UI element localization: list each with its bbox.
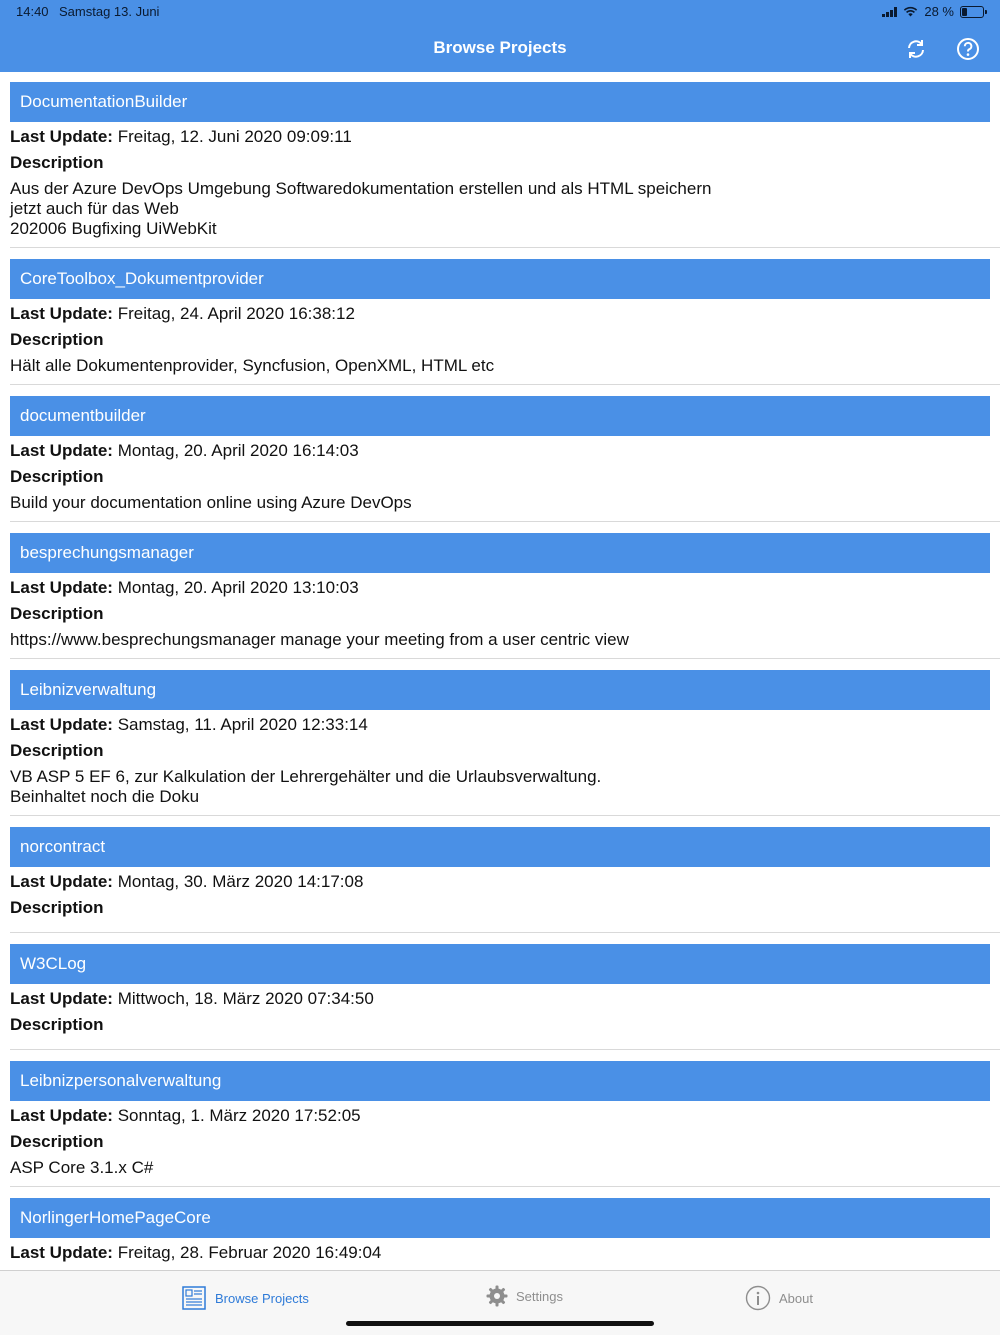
tab-about-label: About (779, 1290, 813, 1306)
navigation-bar (0, 24, 1000, 72)
status-right (882, 4, 984, 19)
project-title[interactable]: Leibnizverwaltung (10, 670, 990, 710)
project-title[interactable]: documentbuilder (10, 396, 990, 436)
last-update-label: Last Update: (10, 1106, 113, 1125)
last-update-value: Freitag, 28. Februar 2020 16:49:04 (117, 1243, 382, 1262)
page-title: Browse Projects (433, 38, 567, 57)
last-update-row (10, 304, 355, 324)
project-title[interactable]: Leibnizpersonalverwaltung (10, 1061, 990, 1101)
description-label: Description (10, 741, 104, 760)
separator (10, 1049, 1000, 1050)
description-text: Hält alle Dokumentenprovider, Syncfusion, OpenXML, HTML etc (10, 356, 495, 375)
last-update-value: Montag, 20. April 2020 13:10:03 (117, 578, 359, 597)
last-update-row (10, 872, 363, 892)
description-text: VB ASP 5 EF 6, zur Kalkulation der Lehrergehälter und die Urlaubsverwaltung. (10, 767, 602, 786)
status-bar (0, 0, 1000, 24)
battery-icon (960, 6, 984, 18)
last-update-value: Samstag, 11. April 2020 12:33:14 (117, 715, 368, 734)
battery-percent: 28 % (924, 4, 954, 19)
tab-about[interactable] (745, 1285, 813, 1311)
last-update-row (10, 127, 352, 147)
last-update-value: Freitag, 24. April 2020 16:38:12 (117, 304, 355, 323)
last-update-value: Mittwoch, 18. März 2020 07:34:50 (117, 989, 374, 1008)
project-title[interactable]: besprechungsmanager (10, 533, 990, 573)
description-label: Description (10, 604, 104, 623)
browse-projects-icon (181, 1285, 207, 1311)
last-update-label: Last Update: (10, 578, 113, 597)
separator (10, 932, 1000, 933)
last-update-label: Last Update: (10, 1243, 113, 1262)
description-label: Description (10, 467, 104, 486)
separator (10, 658, 1000, 659)
tab-browse-projects[interactable] (181, 1285, 309, 1311)
status-time: 14:40 (16, 4, 49, 19)
project-card[interactable] (0, 934, 1000, 1051)
project-card[interactable] (0, 1051, 1000, 1188)
separator (10, 1186, 1000, 1187)
tab-settings[interactable] (486, 1285, 563, 1307)
separator (10, 247, 1000, 248)
description-text: Aus der Azure DevOps Umgebung Softwaredokumentation erstellen und als HTML speichern (10, 179, 712, 198)
project-title[interactable]: W3CLog (10, 944, 990, 984)
cellular-signal-icon (882, 7, 897, 17)
last-update-label: Last Update: (10, 872, 113, 891)
description-label: Description (10, 1015, 104, 1034)
project-card[interactable] (0, 72, 1000, 249)
last-update-row (10, 715, 368, 735)
tab-browse-projects-label: Browse Projects (215, 1290, 309, 1306)
description-text: Build your documentation online using Azure DevOps (10, 493, 412, 512)
tab-settings-label: Settings (516, 1288, 563, 1304)
last-update-row (10, 1243, 381, 1263)
description-text: jetzt auch für das Web (10, 199, 179, 218)
description-text: https://www.besprechungsmanager manage your meeting from a user centric view (10, 630, 629, 649)
description-text: 202006 Bugfixing UiWebKit (10, 219, 217, 238)
description-label: Description (10, 330, 104, 349)
last-update-label: Last Update: (10, 715, 113, 734)
last-update-label: Last Update: (10, 304, 113, 323)
project-card[interactable] (0, 386, 1000, 523)
last-update-row (10, 1106, 361, 1126)
last-update-label: Last Update: (10, 989, 113, 1008)
info-icon (745, 1285, 771, 1311)
project-list[interactable] (0, 72, 1000, 1270)
description-label: Description (10, 1132, 104, 1151)
separator (10, 384, 1000, 385)
last-update-label: Last Update: (10, 127, 113, 146)
separator (10, 521, 1000, 522)
project-card[interactable] (0, 523, 1000, 660)
last-update-row (10, 578, 359, 598)
project-title[interactable]: NorlingerHomePageCore (10, 1198, 990, 1238)
project-title[interactable]: norcontract (10, 827, 990, 867)
status-date: Samstag 13. Juni (59, 4, 160, 19)
description-label: Description (10, 898, 104, 917)
help-icon[interactable] (955, 36, 981, 62)
project-card[interactable] (0, 660, 1000, 817)
wifi-icon (903, 6, 918, 17)
description-label: Description (10, 153, 104, 172)
project-title[interactable]: CoreToolbox_Dokumentprovider (10, 259, 990, 299)
refresh-icon[interactable] (903, 36, 929, 62)
gear-icon (486, 1285, 508, 1307)
last-update-value: Sonntag, 1. März 2020 17:52:05 (117, 1106, 361, 1125)
last-update-row (10, 441, 359, 461)
project-card[interactable] (0, 817, 1000, 934)
last-update-label: Last Update: (10, 441, 113, 460)
last-update-row (10, 989, 374, 1009)
description-text: ASP Core 3.1.x C# (10, 1158, 154, 1177)
home-indicator (346, 1321, 654, 1326)
project-title[interactable]: DocumentationBuilder (10, 82, 990, 122)
last-update-value: Montag, 30. März 2020 14:17:08 (117, 872, 364, 891)
project-card[interactable] (0, 249, 1000, 386)
separator (10, 815, 1000, 816)
description-text: Beinhaltet noch die Doku (10, 787, 200, 806)
last-update-value: Freitag, 12. Juni 2020 09:09:11 (117, 127, 352, 146)
last-update-value: Montag, 20. April 2020 16:14:03 (117, 441, 359, 460)
